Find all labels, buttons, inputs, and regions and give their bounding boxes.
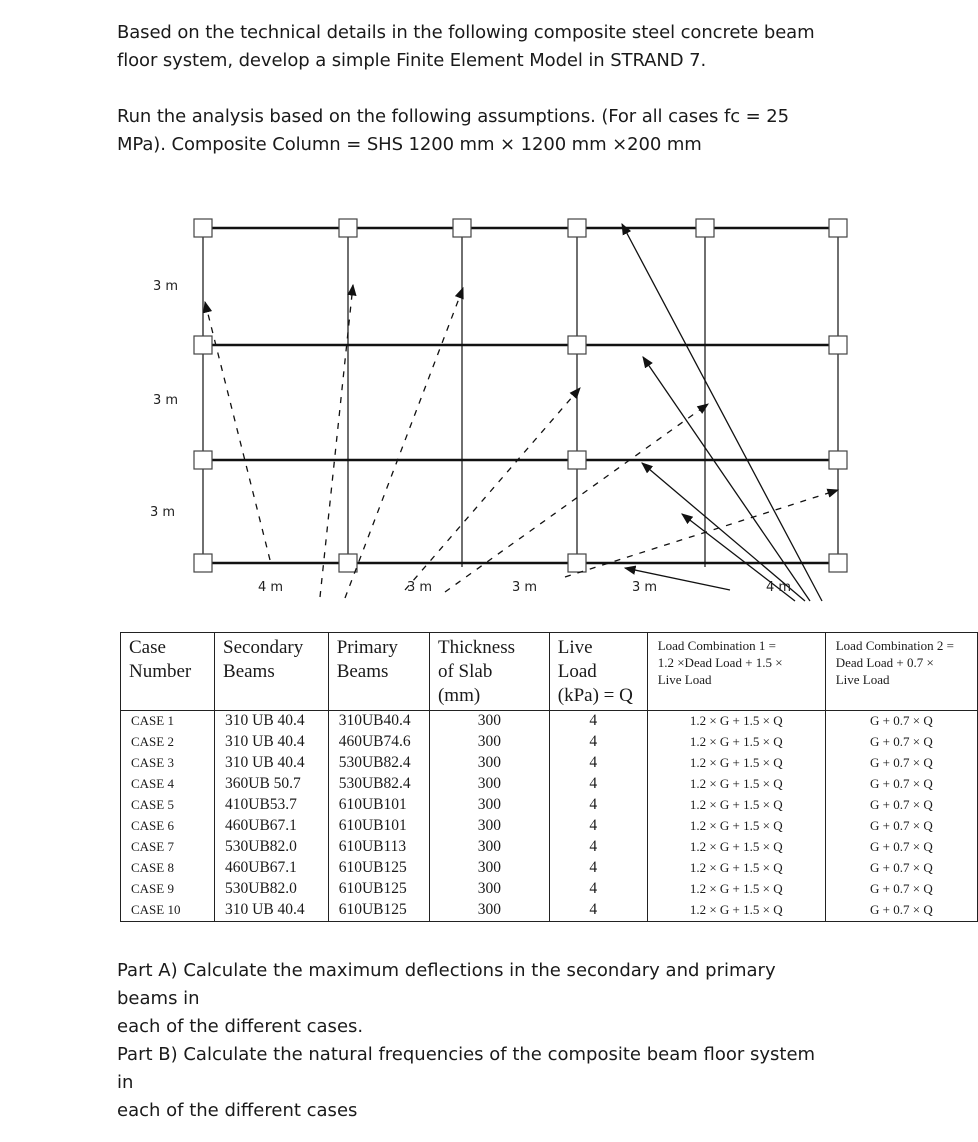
- task-parts: [117, 957, 857, 1125]
- assumptions-line-1: Run the analysis based on the following assumptions. (For all cases fc = 25: [117, 106, 789, 127]
- part-b-line-2: in: [117, 1072, 134, 1093]
- table-row: CASE 6 460UB67.1 610UB101 300 4 1.2 × G + 1.5 × Q G + 0.7 × Q: [121, 816, 978, 837]
- table-row: CASE 10 310 UB 40.4 610UB125 300 4 1.2 × G + 1.5 × Q G + 0.7 × Q: [121, 900, 978, 922]
- table-row: CASE 8 460UB67.1 610UB125 300 4 1.2 × G + 1.5 × Q G + 0.7 × Q: [121, 858, 978, 879]
- span-label-1: 4 m: [258, 580, 284, 595]
- assumptions-paragraph: [117, 103, 877, 159]
- span-dimension-labels: [258, 580, 791, 595]
- part-a-line-3: each of the different cases.: [117, 1016, 364, 1037]
- row-label-1: 3 m: [153, 279, 179, 294]
- part-a-line-1: Part A) Calculate the maximum deflections in the secondary and primary: [117, 960, 776, 981]
- header-thickness: Thickness of Slab (mm): [429, 633, 549, 711]
- header-live-load: Live Load (kPa) = Q: [549, 633, 647, 711]
- part-b-line-3: each of the different cases: [117, 1100, 358, 1121]
- row-label-3: 3 m: [150, 505, 176, 520]
- intro-paragraph: [117, 19, 877, 75]
- table-row: CASE 5 410UB53.7 610UB101 300 4 1.2 × G + 1.5 × Q G + 0.7 × Q: [121, 795, 978, 816]
- header-secondary-beams: Secondary Beams: [215, 633, 329, 711]
- intro-line-1: Based on the technical details in the following composite steel concrete beam: [117, 22, 815, 43]
- header-load-combination-1: Load Combination 1 = 1.2 ×Dead Load + 1.5 × Live Load: [647, 633, 825, 711]
- span-label-2: 3 m: [407, 580, 433, 595]
- table-header-row: [121, 633, 978, 711]
- row-dimension-labels: [150, 279, 178, 520]
- header-primary-beams: Primary Beams: [328, 633, 429, 711]
- span-label-5: 4 m: [766, 580, 792, 595]
- dashed-arrows: [205, 285, 838, 598]
- row-label-2: 3 m: [153, 393, 179, 408]
- table-row: CASE 1 310 UB 40.4 310UB40.4 300 4 1.2 × G + 1.5 × Q G + 0.7 × Q: [121, 711, 978, 733]
- floor-plan-diagram: [0, 200, 978, 610]
- header-case-number: Case Number: [121, 633, 215, 711]
- solid-arrows: [622, 224, 822, 601]
- secondary-beam-lines: [203, 228, 838, 567]
- table-row: CASE 4 360UB 50.7 530UB82.4 300 4 1.2 × G + 1.5 × Q G + 0.7 × Q: [121, 774, 978, 795]
- table-row: CASE 7 530UB82.0 610UB113 300 4 1.2 × G + 1.5 × Q G + 0.7 × Q: [121, 837, 978, 858]
- column-squares: [194, 219, 847, 572]
- span-label-4: 3 m: [632, 580, 658, 595]
- intro-line-2: floor system, develop a simple Finite Element Model in STRAND 7.: [117, 50, 707, 71]
- header-load-combination-2: Load Combination 2 = Dead Load + 0.7 × Live Load: [825, 633, 977, 711]
- cases-table: [120, 632, 978, 922]
- span-label-3: 3 m: [512, 580, 538, 595]
- table-row: CASE 2 310 UB 40.4 460UB74.6 300 4 1.2 × G + 1.5 × Q G + 0.7 × Q: [121, 732, 978, 753]
- part-a-line-2: beams in: [117, 988, 200, 1009]
- table-row: CASE 3 310 UB 40.4 530UB82.4 300 4 1.2 × G + 1.5 × Q G + 0.7 × Q: [121, 753, 978, 774]
- table-row: CASE 9 530UB82.0 610UB125 300 4 1.2 × G + 1.5 × Q G + 0.7 × Q: [121, 879, 978, 900]
- primary-beam-lines: [203, 228, 838, 563]
- part-b-line-1: Part B) Calculate the natural frequencies of the composite beam floor system: [117, 1044, 816, 1065]
- assumptions-line-2: MPa). Composite Column = SHS 1200 mm × 1200 mm ×200 mm: [117, 134, 702, 155]
